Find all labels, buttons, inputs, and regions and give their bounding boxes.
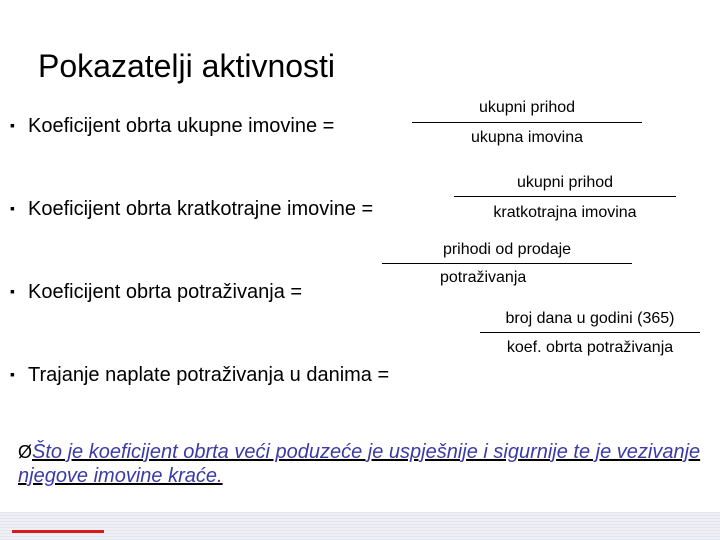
formula-4-numerator: broj dana u godini (365) — [505, 310, 675, 327]
formula-3-label-row — [10, 279, 302, 304]
formula-4-label-row — [10, 362, 389, 387]
formula-2-numerator: ukupni prihod — [516, 174, 614, 191]
formula-3-denominator: potraživanja — [440, 269, 527, 286]
formula-4-denominator: koef. obrta potraživanja — [506, 339, 674, 356]
formula-4-label: Trajanje naplate potraživanja u danima = — [28, 364, 390, 386]
formula-2-label-row — [10, 196, 373, 221]
bullet-icon: ▪ — [10, 117, 15, 133]
arrow-bullet-icon: Ø — [18, 442, 33, 462]
formula-1-fraction-line — [412, 122, 642, 123]
formula-1-numerator: ukupni prihod — [478, 99, 576, 116]
bullet-icon: ▪ — [10, 283, 15, 299]
formula-3-fraction-line — [382, 263, 632, 264]
conclusion-note — [18, 440, 708, 488]
slide-title: Pokazatelji aktivnosti — [38, 48, 336, 84]
formula-3-numerator: prihodi od prodaje — [442, 241, 572, 258]
formula-1-label-row — [10, 113, 334, 138]
formula-2-label: Koeficijent obrta kratkotrajne imovine = — [28, 198, 374, 220]
formula-4-fraction-line — [480, 332, 700, 333]
footer-bar — [0, 512, 720, 540]
formula-1-label: Koeficijent obrta ukupne imovine = — [28, 115, 335, 137]
footer-accent-line — [12, 530, 104, 533]
formula-3-label: Koeficijent obrta potraživanja = — [28, 281, 303, 303]
formula-1-denominator: ukupna imovina — [470, 129, 584, 146]
formula-2-fraction-line — [454, 196, 676, 197]
conclusion-text: Što je koeficijent obrta veći poduzeće je uspješnije i sigurnije te je vezivanje njegove imovine kraće. — [18, 441, 701, 487]
bullet-icon: ▪ — [10, 366, 15, 382]
bullet-icon: ▪ — [10, 200, 15, 216]
formula-2-denominator: kratkotrajna imovina — [493, 204, 637, 221]
